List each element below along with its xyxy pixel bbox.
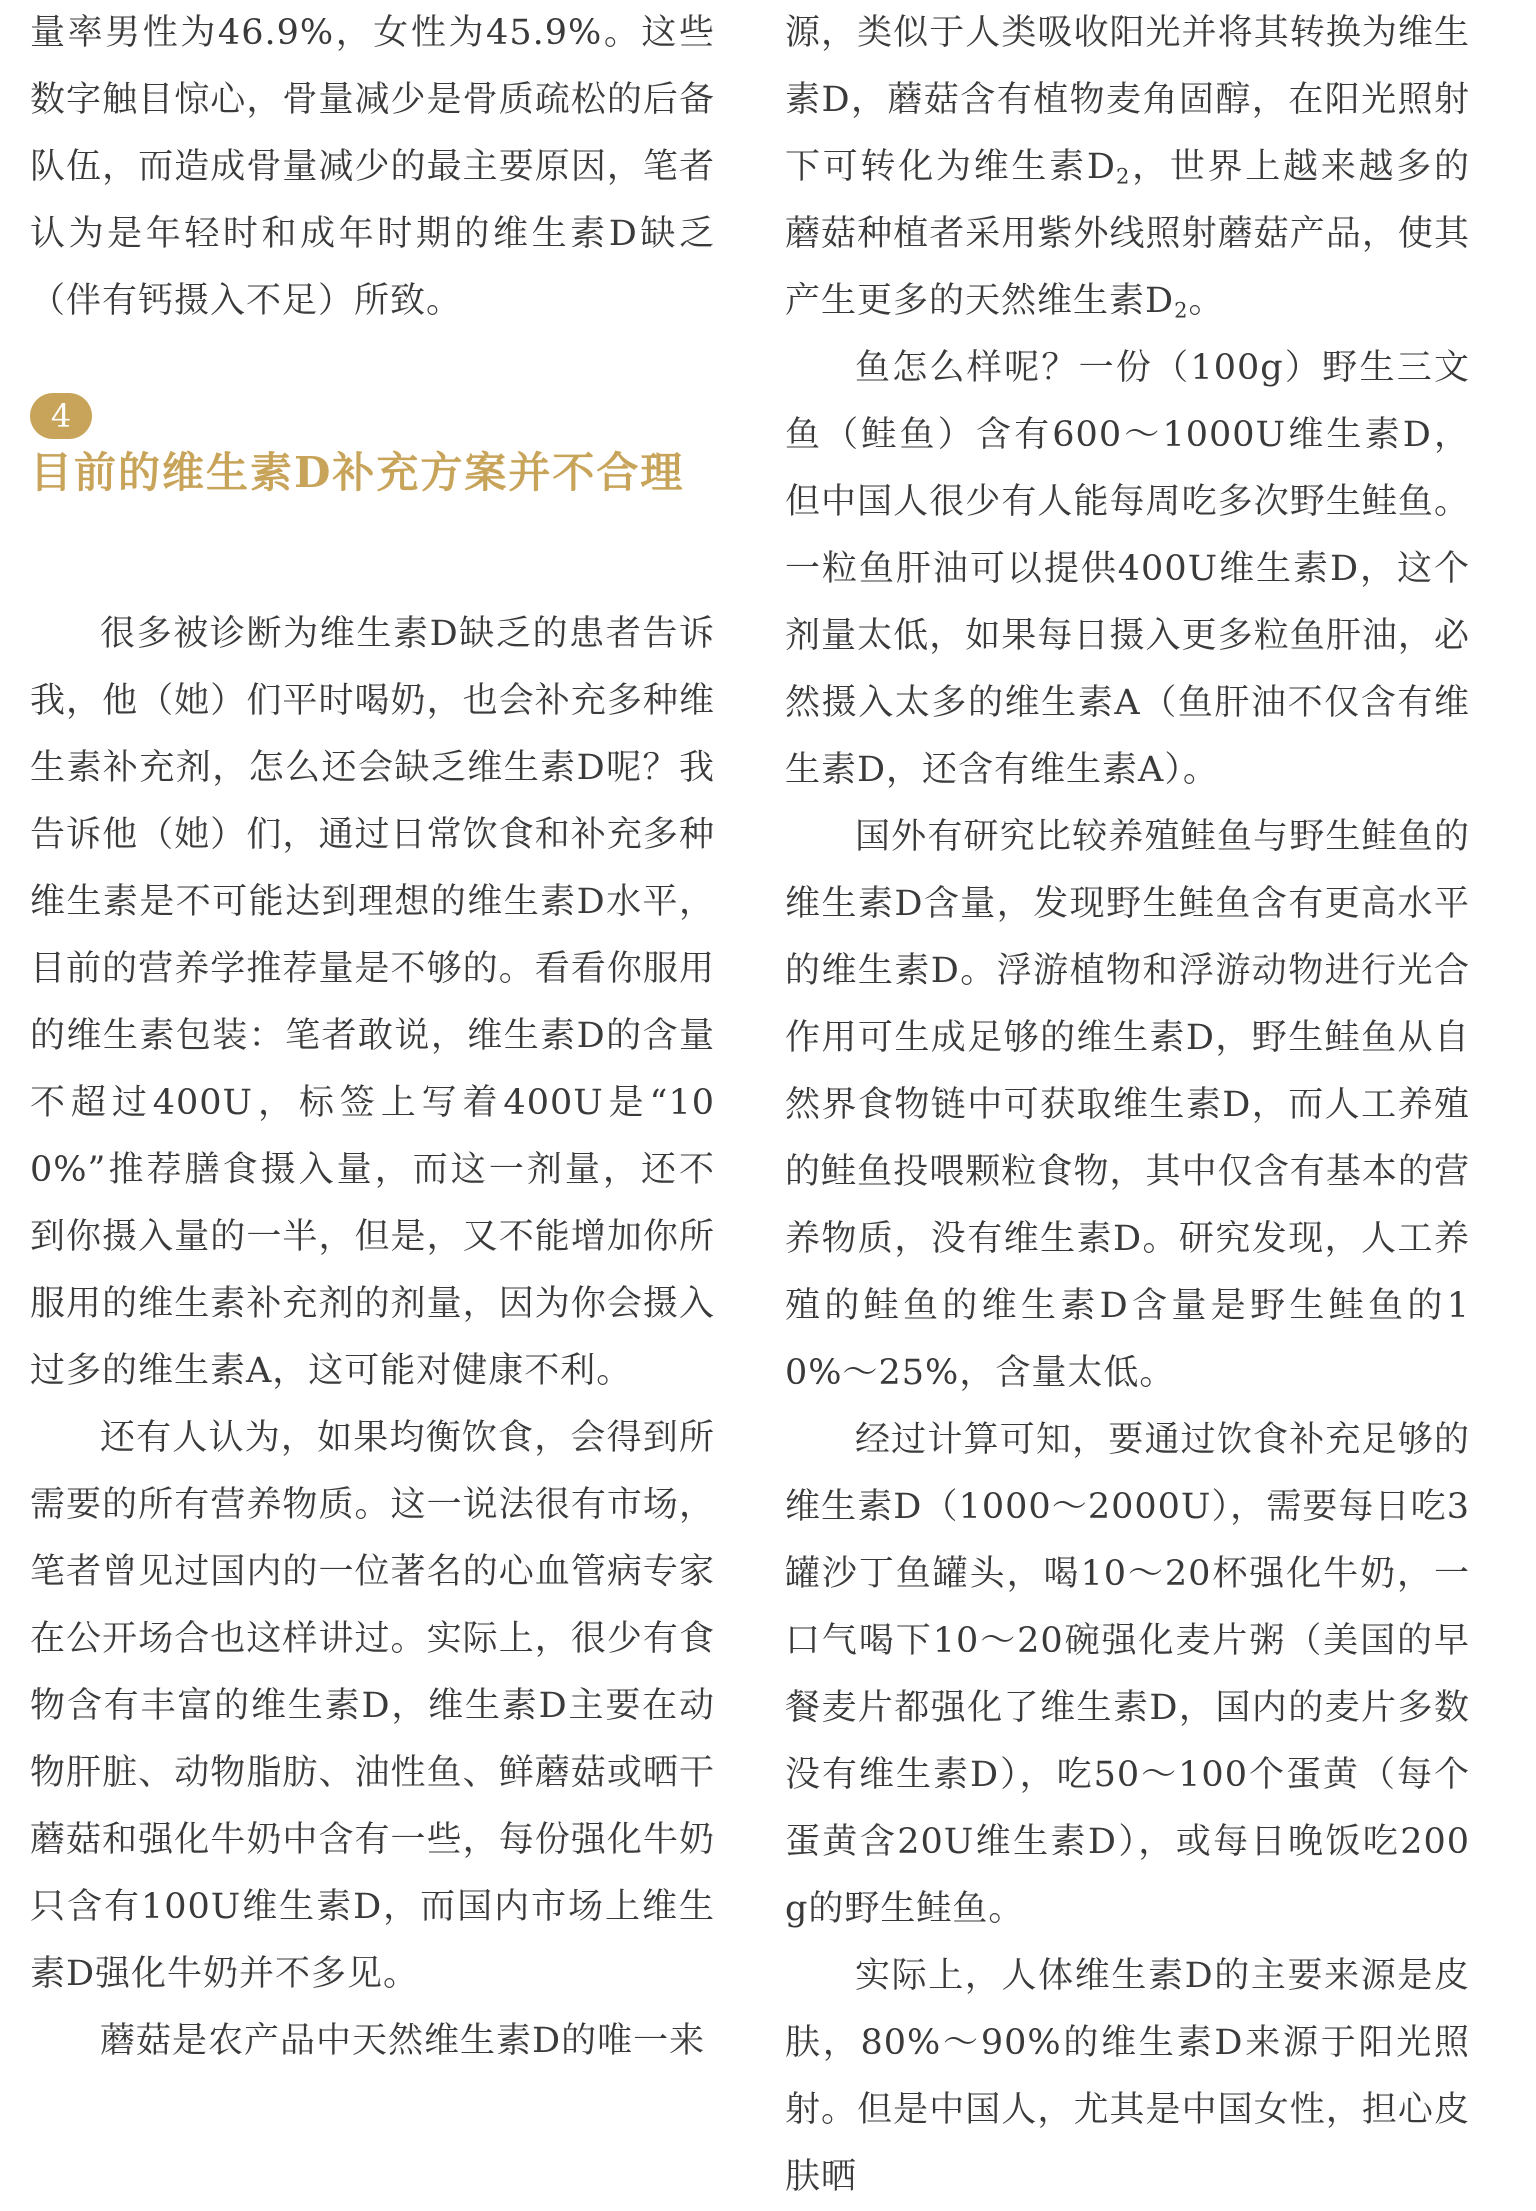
paragraph: 还有人认为，如果均衡饮食，会得到所需要的所有营养物质。这一说法很有市场，笔者曾见过国内的一位著名的心血管病专家在公开场合也这样讲过。实际上，很少有食物含有丰富的维生素D，维生素D主要在动物肝脏、动物脂肪、油性鱼、鲜蘑菇或晒干蘑菇和强化牛奶中含有一些，每份强化牛奶只含有100U维生素D，而国内市场上维生素D强化牛奶并不多见。 bbox=[30, 1418, 715, 1994]
paragraph: 经过计算可知，要通过饮食补充足够的维生素D（1000～2000U），需要每日吃3罐沙丁鱼罐头，喝10～20杯强化牛奶，一口气喝下10～20碗强化麦片粥（美国的早餐麦片都强化了维生素D，国内的麦片多数没有维生素D），吃50～100个蛋黄（每个蛋黄含20U维生素D），或每日晚饭吃200g的野生鲑鱼。 bbox=[785, 1420, 1470, 1929]
paragraph: 蘑菇是农产品中天然维生素D的唯一来 bbox=[100, 2021, 706, 2061]
paragraph: 国外有研究比较养殖鲑鱼与野生鲑鱼的维生素D含量，发现野生鲑鱼含有更高水平的维生素D。浮游植物和浮游动物进行光合作用可生成足够的维生素D，野生鲑鱼从自然界食物链中可获取维生素D，而人工养殖的鲑鱼投喂颗粒食物，其中仅含有基本的营养物质，没有维生素D。研究发现，人工养殖的鲑鱼的维生素D含量是野生鲑鱼的10%～25%，含量太低。 bbox=[785, 817, 1470, 1393]
left-column bbox=[30, 0, 715, 2075]
paragraph: 实际上，人体维生素D的主要来源是皮肤，80%～90%的维生素D来源于阳光照射。但是中国人，尤其是中国女性，担心皮肤晒 bbox=[785, 1956, 1470, 2197]
paragraph: 鱼怎么样呢？一份（100g）野生三文鱼（鲑鱼）含有600～1000U维生素D，但中国人很少有人能每周吃多次野生鲑鱼。一粒鱼肝油可以提供400U维生素D，这个剂量太低，如果每日摄入更多粒鱼肝油，必然摄入太多的维生素A（鱼肝油不仅含有维生素D，还含有维生素A）。 bbox=[785, 348, 1470, 790]
subscript: 2 bbox=[1174, 298, 1189, 323]
paragraph-text: 源，类似于人类吸收阳光并将其转换为维生素D，蘑菇含有植物麦角固醇，在阳光照射下可转化为维生素D bbox=[785, 13, 1470, 187]
intro-paragraph: 量率男性为46.9%，女性为45.9%。这些数字触目惊心，骨量减少是骨质疏松的后备队伍，而造成骨量减少的最主要原因，笔者认为是年轻时和成年时期的维生素D缺乏（伴有钙摄入不足）所致。 bbox=[30, 13, 715, 321]
subscript: 2 bbox=[1115, 164, 1131, 189]
paragraph-text: ，世界上越来越多的蘑菇种植者采用紫外线照射蘑菇产品，使其产生更多的天然维生素D bbox=[785, 147, 1470, 321]
paragraph: 很多被诊断为维生素D缺乏的患者告诉我，他（她）们平时喝奶，也会补充多种维生素补充剂，怎么还会缺乏维生素D呢？我告诉他（她）们，通过日常饮食和补充多种维生素是不可能达到理想的维生素D水平，目前的营养学推荐量是不够的。看看你服用的维生素包装：笔者敢说，维生素D的含量不超过400U，标签上写着400U是“100%”推荐膳食摄入量，而这一剂量，还不到你摄入量的一半，但是，又不能增加你所服用的维生素补充剂的剂量，因为你会摄入过多的维生素A，这可能对健康不利。 bbox=[30, 614, 715, 1391]
paragraph-text: 。 bbox=[1188, 281, 1225, 321]
section-title: 目前的维生素D补充方案并不合理 bbox=[30, 448, 685, 497]
right-column bbox=[785, 0, 1470, 2211]
mushroom-paragraph bbox=[785, 0, 1470, 335]
section-number-badge: 4 bbox=[30, 393, 92, 439]
